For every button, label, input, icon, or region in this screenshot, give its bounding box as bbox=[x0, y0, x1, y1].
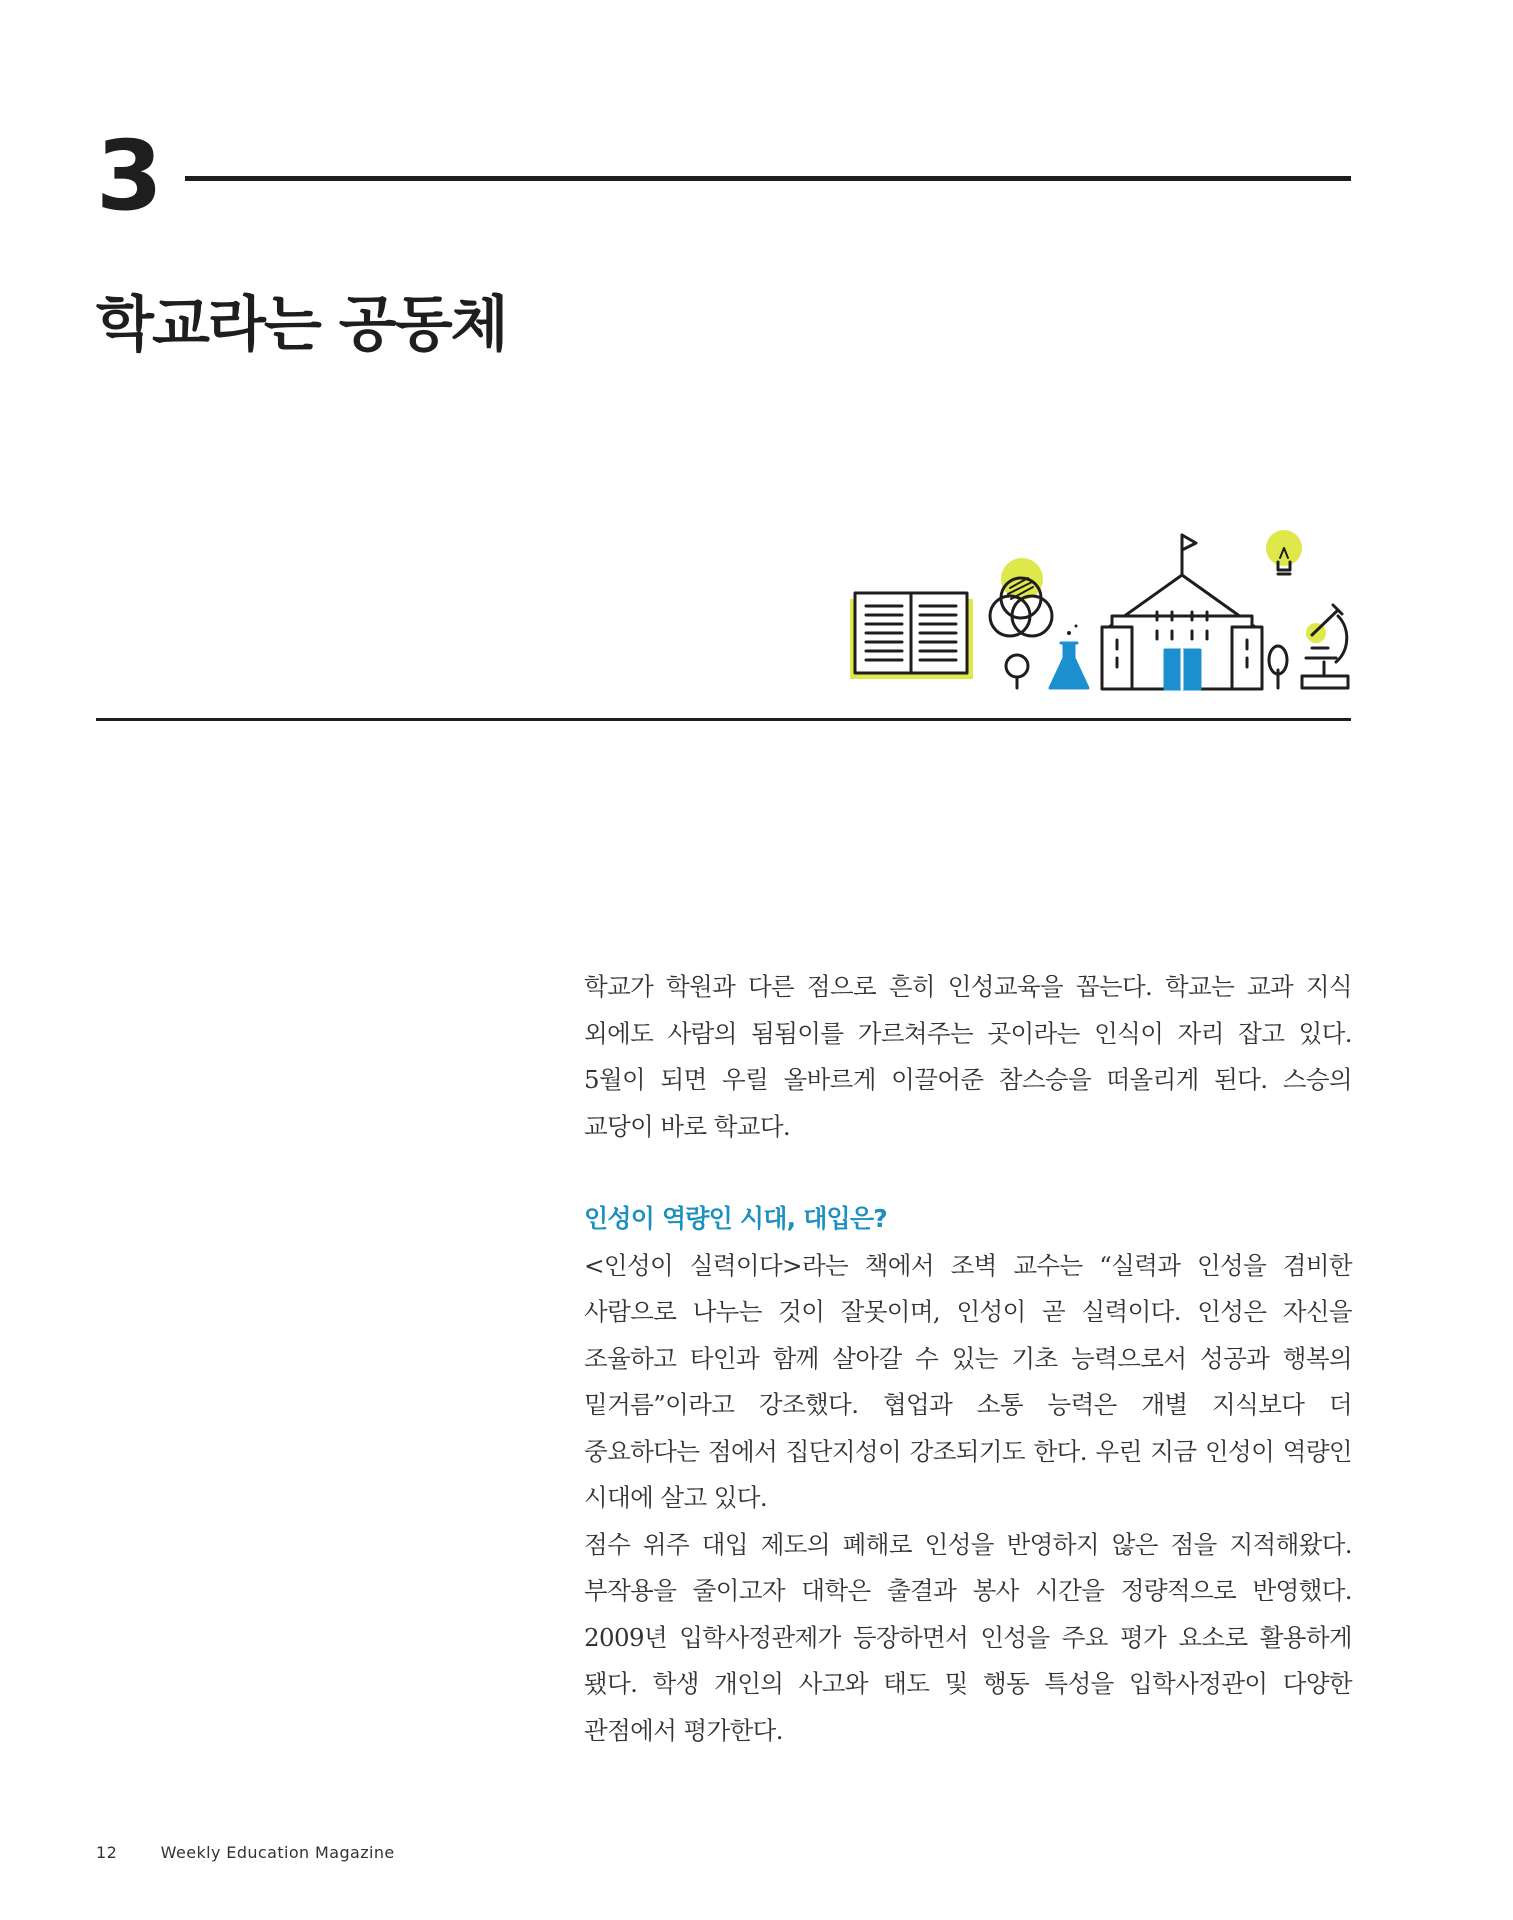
tree-icon bbox=[1006, 655, 1028, 688]
flask-icon bbox=[1050, 625, 1088, 689]
tree-icon bbox=[1269, 646, 1287, 688]
school-building-icon bbox=[1102, 535, 1262, 689]
intro-paragraph: 학교가 학원과 다른 점으로 흔히 인성교육을 꼽는다. 학교는 교과 지식 외에도 사람의 됨됨이를 가르쳐주는 곳이라는 인식이 자리 잡고 있다. 5월이 되면 우릴 올바르게 이끌어준 참스승을 떠올리게 된다. 스승의 교당이 바로 학교다. bbox=[584, 972, 1352, 1141]
chapter-number: 3 bbox=[96, 120, 163, 232]
article-body bbox=[584, 964, 1352, 1754]
section-subheading: 인성이 역량인 시대, 대입은? bbox=[584, 1204, 887, 1233]
chapter-title: 학교라는 공동체 bbox=[96, 290, 507, 360]
lightbulb-icon bbox=[1266, 530, 1302, 574]
education-illustration bbox=[850, 530, 1360, 695]
page-footer bbox=[96, 1843, 395, 1862]
page-number: 12 bbox=[96, 1843, 118, 1862]
section-rule bbox=[96, 718, 1351, 721]
chapter-rule bbox=[185, 176, 1351, 181]
body-paragraph: 점수 위주 대입 제도의 폐해로 인성을 반영하지 않은 점을 지적해왔다. 부작용을 줄이고자 대학은 출결과 봉사 시간을 정량적으로 반영했다. 2009년 입학사정관제가 등장하면서 인성을 주요 평가 요소로 활용하게 됐다. 학생 개인의 사고와 태도 및 행동 특성을 입학사정관이 다양한 관점에서 평가한다. bbox=[584, 1529, 1352, 1745]
publication-name: Weekly Education Magazine bbox=[160, 1843, 395, 1862]
microscope-icon bbox=[1302, 605, 1348, 688]
open-book-icon bbox=[850, 593, 973, 679]
body-paragraph: <인성이 실력이다>라는 책에서 조벽 교수는 “실력과 인성을 겸비한 사람으로 나누는 것이 잘못이며, 인성이 곧 실력이다. 인성은 자신을 조율하고 타인과 함께 살아갈 수 있는 기초 능력으로서 성공과 행복의 밑거름”이라고 강조했다. 협업과 소통 능력은 개별 지식보다 더 중요하다는 점에서 집단지성이 강조되기도 한다. 우린 지금 인성이 역량인 시대에 살고 있다. bbox=[584, 1250, 1352, 1512]
venn-diagram-icon bbox=[990, 558, 1052, 636]
